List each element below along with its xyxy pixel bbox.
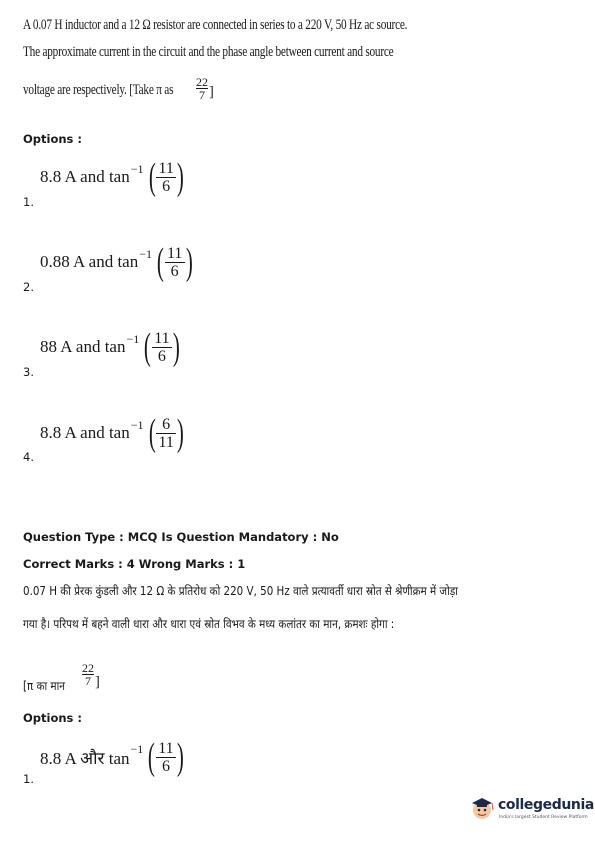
hindi-question-line-1: 0.07 H की प्रेरक कुंडली और 12 Ω के प्रतिरोध को 220 V, 50 Hz वाले प्रत्यावर्ती धारा स्रोत से श्रेणीक्रम में जोड़ा — [23, 584, 458, 598]
graduate-icon — [468, 794, 496, 822]
logo-tagline: India's largest Student Review Platform — [499, 815, 588, 820]
option-3-number: 3. — [23, 365, 34, 379]
hindi-pi-frac-num: 22 — [82, 661, 94, 675]
hindi-option-1-expression[interactable]: 8.8 A और tan −1 ( $\frac{11}{6}$ ) — [40, 736, 184, 778]
hindi-option-1-fraction — [156, 740, 176, 775]
option-1-frac-num: 11 — [158, 159, 174, 177]
question-line-3 — [23, 75, 214, 102]
pi-fraction-num: 22 — [196, 75, 208, 89]
option-2-fraction — [165, 245, 185, 280]
hindi-line-3-end: ] — [95, 674, 100, 690]
option-2-frac-den: 6 — [170, 262, 179, 280]
option-3-fraction — [152, 330, 172, 365]
option-4-number: 4. — [23, 450, 34, 464]
option-2-sup: −1 — [139, 246, 152, 261]
question-line-3-text: voltage are respectively. [Take π as — [23, 82, 174, 98]
hindi-pi-fraction — [82, 662, 94, 687]
option-3-frac-den: 6 — [157, 347, 166, 365]
option-1-current: 8.8 A and tan — [40, 167, 130, 186]
option-4-frac-num: 6 — [162, 415, 171, 433]
option-1-number: 1. — [23, 195, 34, 209]
logo-name: collegedunia — [498, 797, 594, 813]
hindi-option-1-frac-num: 11 — [158, 739, 174, 757]
option-3-expression[interactable]: 88 A and tan −1 ( $\frac{11}{6}$ ) — [40, 326, 180, 368]
option-1-sup: −1 — [130, 161, 144, 176]
option-4-fraction — [156, 416, 176, 451]
hindi-pi-frac-den: 7 — [85, 674, 91, 688]
option-4-current: 8.8 A and tan — [40, 423, 130, 442]
hindi-option-1-number: 1. — [23, 772, 34, 786]
collegedunia-logo — [468, 794, 594, 824]
option-3-sup: −1 — [126, 331, 140, 346]
pi-fraction — [196, 76, 208, 101]
hindi-option-1-frac-den: 6 — [161, 757, 170, 775]
option-3-frac-num: 11 — [154, 329, 170, 347]
option-2-current: 0.88 A and tan — [40, 252, 139, 271]
marks-info: Correct Marks : 4 Wrong Marks : 1 — [23, 557, 246, 571]
option-4-sup: −1 — [130, 417, 144, 432]
hindi-option-1-sup: −1 — [130, 741, 144, 756]
option-4-expression[interactable]: 8.8 A and tan −1 ( $\frac{6}{11}$ ) — [40, 412, 184, 454]
hindi-option-1-current: 8.8 A और tan — [40, 748, 130, 768]
options-label-hindi: Options : — [23, 711, 82, 725]
option-2-number: 2. — [23, 280, 34, 294]
option-4-frac-den: 11 — [158, 433, 174, 451]
option-2-expression[interactable]: 0.88 A and tan −1 ( $\frac{11}{6}$ ) — [40, 241, 193, 283]
hindi-question-line-2: गया है। परिपथ में बहने वाली धारा और धारा एवं स्रोत विभव के मध्य कलांतर का मान, क्रमशः होगा : — [23, 617, 395, 631]
option-1-fraction — [156, 160, 176, 195]
hindi-line-3-text: [π का मान — [23, 679, 65, 693]
pi-fraction-den: 7 — [199, 88, 205, 102]
question-line-1: A 0.07 H inductor and a 12 Ω resistor are connected in series to a 220 V, 50 Hz ac source. — [23, 17, 408, 33]
question-line-2: The approximate current in the circuit and the phase angle between current and source — [23, 44, 394, 60]
option-1-frac-den: 6 — [162, 177, 171, 195]
question-line-3-end: ] — [209, 84, 214, 100]
options-label: Options : — [23, 132, 82, 146]
option-3-current: 88 A and tan — [40, 337, 126, 356]
option-2-frac-num: 11 — [166, 244, 183, 262]
option-1-expression[interactable]: 8.8 A and tan −1 ( $\frac{11}{6}$ ) — [40, 156, 184, 198]
question-type: Question Type : MCQ Is Question Mandatory : No — [23, 530, 339, 544]
